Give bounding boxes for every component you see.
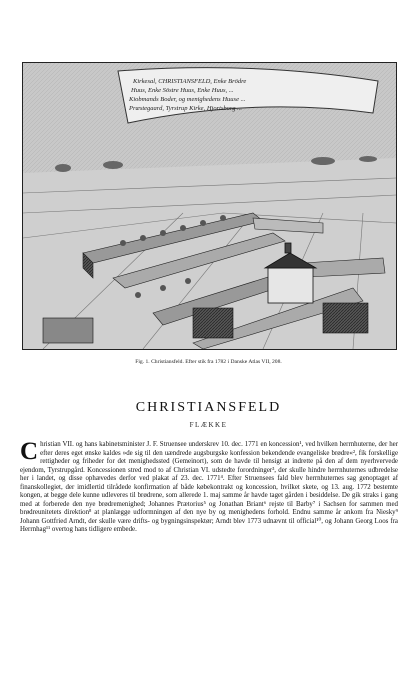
cartouche-line-3: Kiobmands Boder, og menighedens Huuse ... xyxy=(129,96,246,103)
page-subtitle: FLÆKKE xyxy=(189,421,228,429)
cartouche-line-2: Huus, Enke Söstre Huus, Enke Huus, ... xyxy=(131,87,234,94)
engraving-plate xyxy=(22,62,397,350)
cartouche-line-4: Præstegaard, Tyrstrup Kirke, Hjortsborg ... xyxy=(129,105,242,112)
paragraph-text: hristian VII. og hans kabinetsminister J. F. Struensee underskrev 10. dec. 1771 en koncession¹, ved hvilken herrnhuterne, der her efter deres eget ønske kaldes »de sig til den uændrede augsburgske konfession bekendende evangeliske brødre«², fik forskellige rettigheder og friheder for det menighedssted (Gemeinort), som de havde til hensigt at indrette på den af dem nyerhvervede ejendom, Tyrstrupgård. Koncessionen stred mod to af Christian VI. udstedte forordninger³, der skulle hindre herrnhuternes udbredelse her i landet, og disse ophævedes derfor ved plakat af 23. dec. 1771⁴. Efter Struensees fald blev herrnhuternes sag genoptaget af finanskollegiet, der imidlertid tilrådede konfirmation af både købekontrakt og koncession, hvilket skete, og 13. aug. 1772 bestemte kongen, at begge dele kunne udleveres til brødrene, som allerede 1. maj samme år havde taget gården i besiddelse. De gik straks i gang med at forberede den nye brødremenighed; Johannes Prætorius⁵ og Jonathan Briant⁶ rejste til Barby⁷ i Sachsen for sammen med brødreunitetets direktion⁸ at planlægge udformningen af den nye by og menighedens forhold. Endnu samme år ankom fra Niesky⁹ Johann Gottfried Arndt, der skulle være drifts- og bygningsinspektør; Arndt blev 1773 udnævnt til official¹⁰, og Johann Georg Loos fra Herrnhag¹¹ overtog hans tidligere embede. xyxy=(20,441,398,533)
page-title: CHRISTIANSFELD xyxy=(135,400,282,415)
figure-caption: Fig. 1. Christiansfeld. Efter stik fra 1782 i Danske Atlas VII, 208. xyxy=(135,359,282,365)
drop-cap: C xyxy=(20,438,39,465)
body-paragraph xyxy=(20,438,398,535)
christiansfeld-engraving xyxy=(23,63,396,349)
cartouche-line-1: Kirkesal, CHRISTIANSFELD, Enke Brödre xyxy=(133,78,247,85)
